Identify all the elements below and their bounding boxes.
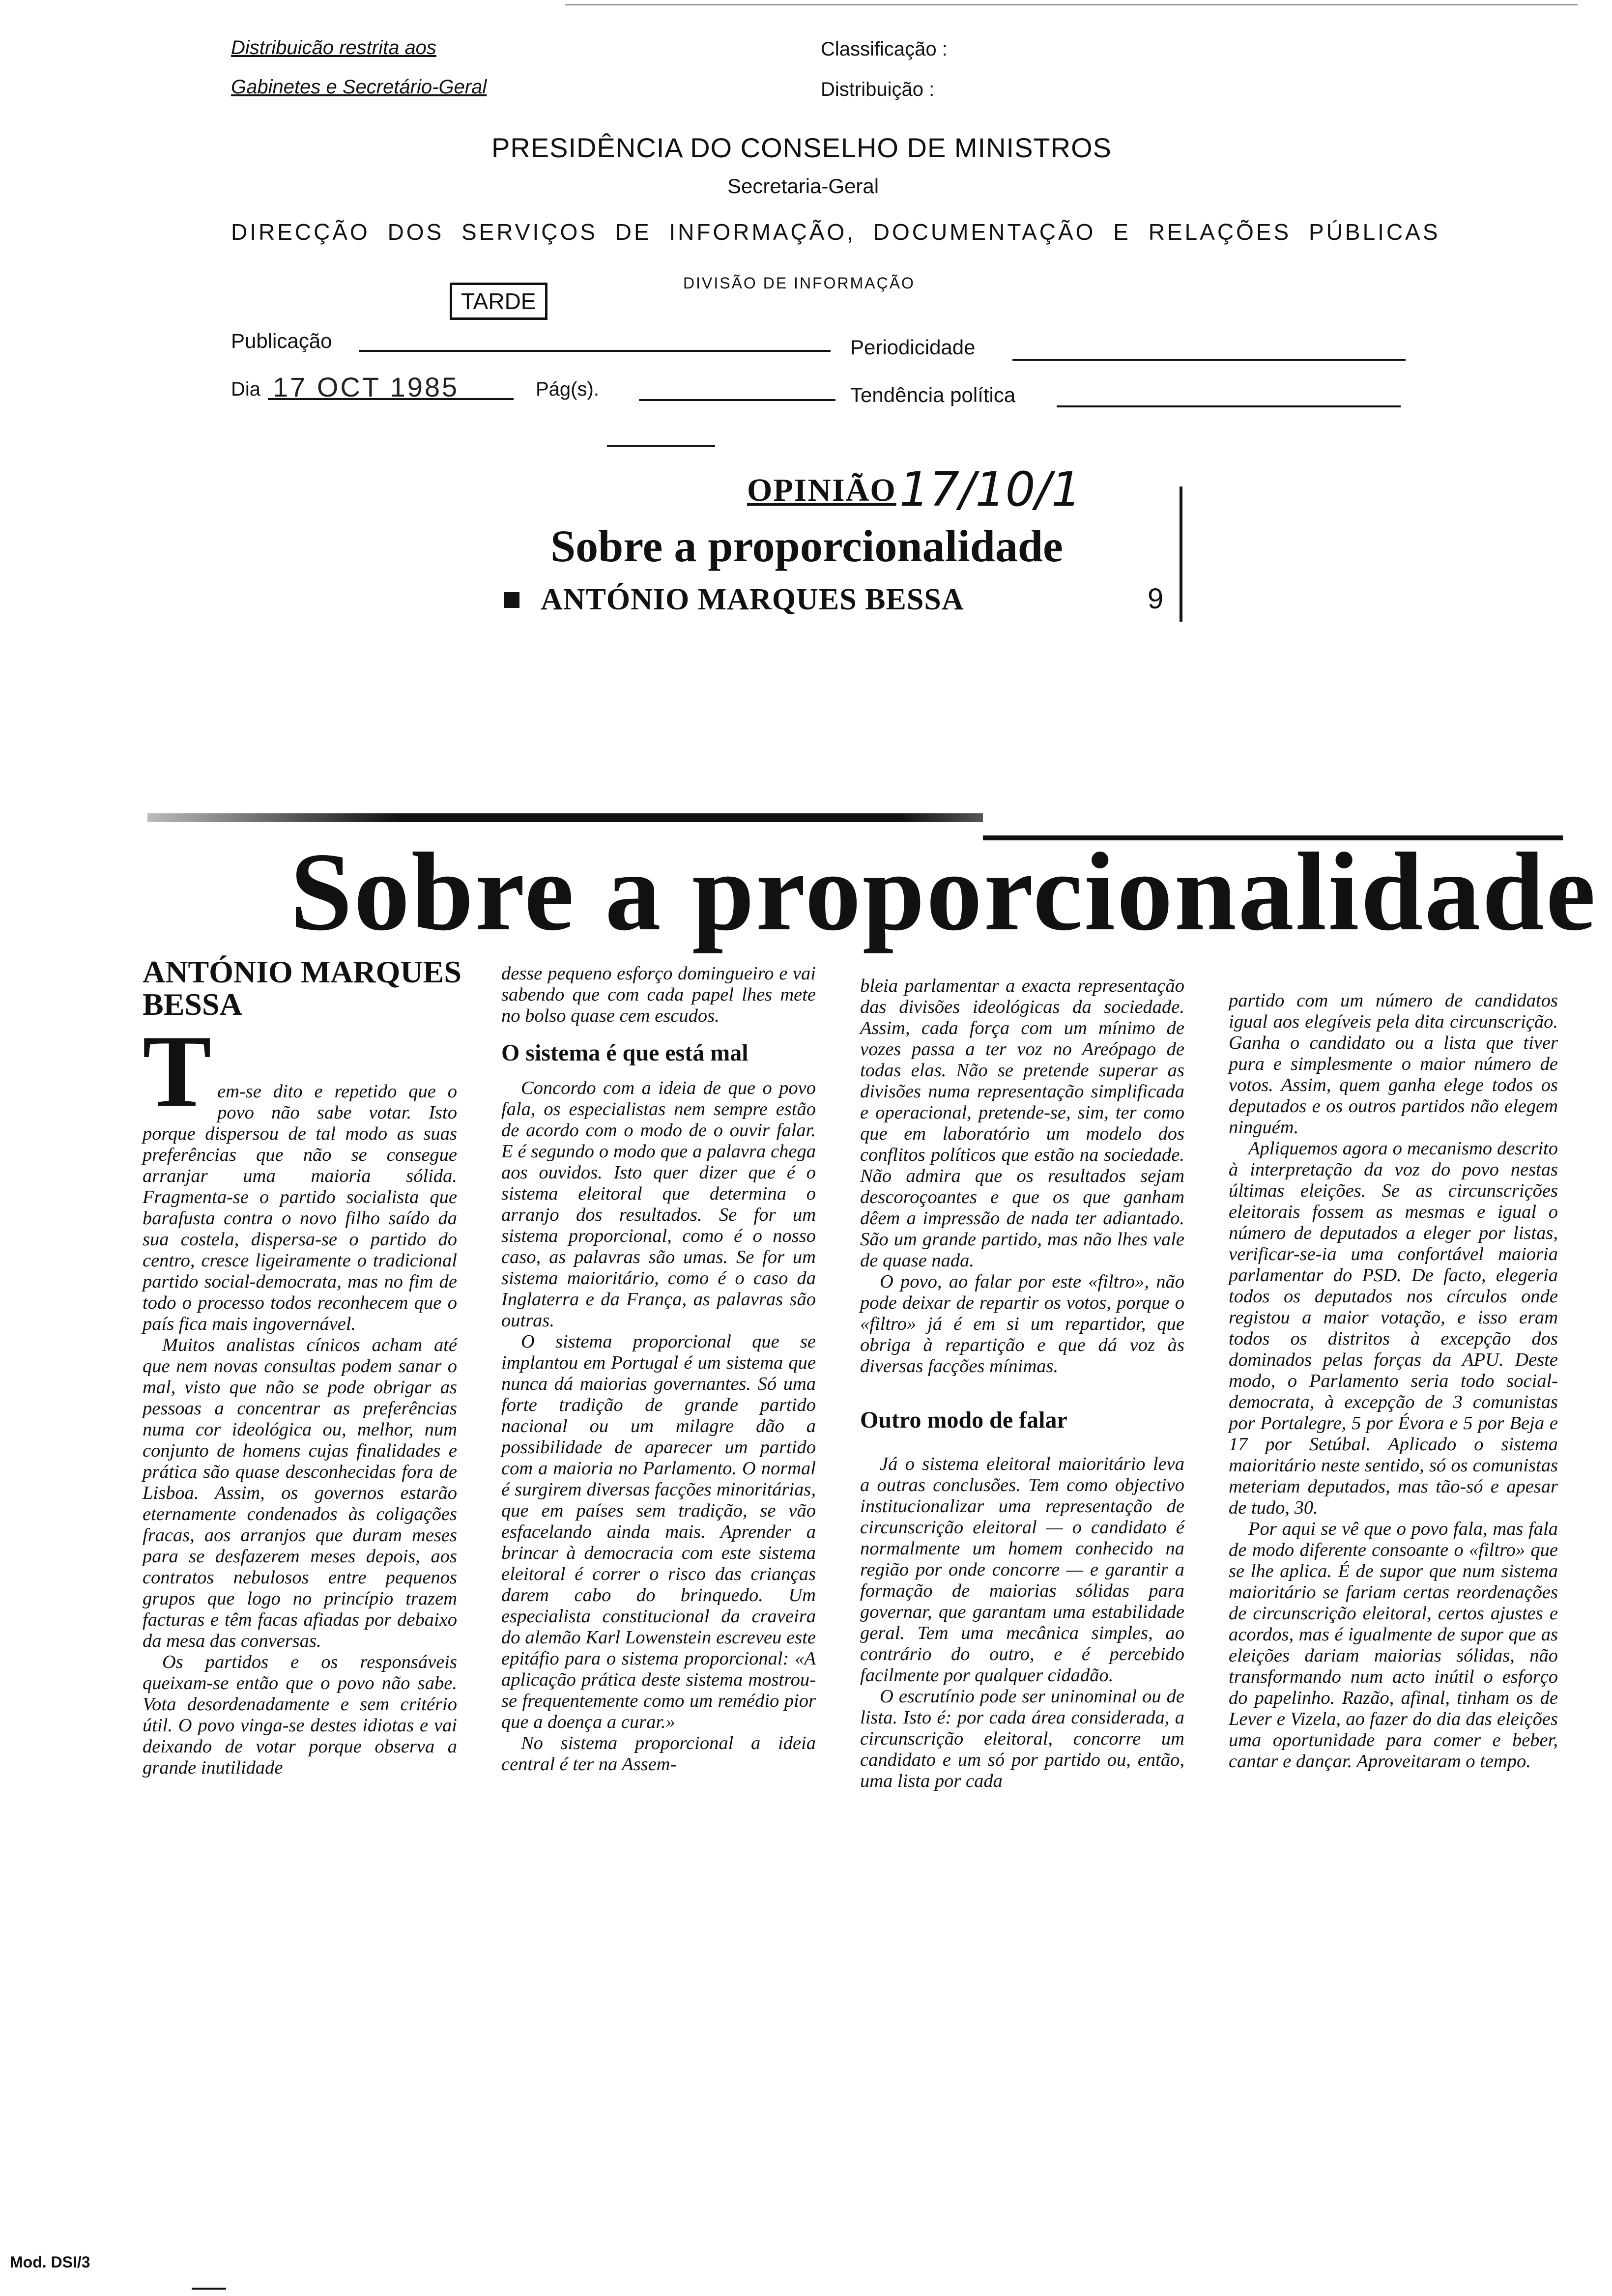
distribution-restriction-line2: Gabinetes e Secretário-Geral [231, 76, 487, 98]
col3-paragraph: bleia parlamentar a exacta representação das divisões ideológicas da sociedade. Assim, cada força com um mínimo de vozes passa a ter voz no Areópago de todas elas. Não se pretende superar as divisões numa representação simplificada e operacional, pretende-se, sim, ter como que em laboratório um modelo dos conflitos políticos que estão na sociedade. Não admira que os resultados sejam descoroçoantes e que os que ganham dêem a impressão de nada ter adiantado. São um grande partido, mas não lhes vale de quase nada. [860, 976, 1184, 1271]
summary-author: ANTÓNIO MARQUES BESSA [541, 583, 964, 616]
footer-mark [192, 2288, 226, 2290]
col2-paragraph: No sistema proporcional a ideia central é ter na Assem- [501, 1733, 816, 1775]
handwritten-date: 17/10/1 [899, 462, 1082, 517]
summary-page: 9 [1148, 583, 1164, 615]
pages-field-line [639, 399, 835, 401]
clipping-summary [491, 462, 1189, 624]
summary-title: Sobre a proporcionalidade [550, 521, 1063, 571]
dropcap: T [143, 1014, 212, 1128]
col4-paragraph: Por aqui se vê que o povo fala, mas fala de modo diferente consoante o «filtro» que se lhe aplica. É de supor que num sistema maioritário se fariam certas reordenações de circunscrição eleitoral, certos ajustes e acordos, mas é igualmente de supor que as eleições dariam maiorias sólidas, não transformando num acto inútil o esforço do papelinho. Razão, afinal, tinham os de Lever e Vizela, ao fazer do dia das eleições uma oportunidade para comer e beber, cantar e dançar. Aproveitaram o tempo. [1229, 1519, 1558, 1772]
article-author [143, 956, 496, 1021]
top-border-line [565, 4, 1578, 5]
subinstitution-title: Secretaria-Geral [727, 174, 879, 198]
header-separator [607, 445, 715, 447]
distribution-restriction-line1: Distribuicão restrita aos [231, 37, 436, 58]
article-column-3 [860, 976, 1184, 1792]
article-top-rule [147, 813, 983, 822]
tendency-field-line [1057, 405, 1401, 407]
col2-subheading: O sistema é que está mal [501, 1040, 748, 1066]
article-column-2 [501, 963, 816, 1775]
col1-paragraph: Os partidos e os responsáveis queixam-se então que o povo não sabe. Vota desordenadamente e sem critério útil. O povo vinga-se destes idiotas e vai deixando de votar porque observa a grande inutilidade [143, 1652, 457, 1778]
form-code: Mod. DSI/3 [10, 2253, 90, 2271]
col3-paragraph: Já o sistema eleitoral maioritário leva a outras conclusões. Tem como objectivo institucionalizar uma representação de circunscrição eleitoral — o candidato é normalmente um homem conhecido na região por onde concorre — e garantir a formação de maiorias sólidas para governar, que garantam uma estabilidade geral. Tem uma mecânica simples, ao contrário do outro, e é percebido facilmente por qualquer cidadão. [860, 1454, 1184, 1686]
date-value: 17 OCT 1985 [273, 372, 460, 402]
article-column-1 [143, 1014, 457, 1779]
publication-label: Publicação [231, 329, 332, 352]
periodicity-field-line [1012, 359, 1406, 361]
institution-title: PRESIDÊNCIA DO CONSELHO DE MINISTROS [491, 132, 1112, 163]
date-field-line [268, 398, 514, 400]
tendency-label: Tendência política [850, 383, 1016, 406]
col4-paragraph: Apliquemos agora o mecanismo descrito à interpretação da voz do povo nestas últimas eleições. Se as circunscrições eleitorais fossem as mesmas e igual o número de deputados a eleger por listas, verificar-se-ia uma confortável maioria parlamentar do PSD. De facto, elegeria todos os deputados nos círculos onde registou a maior votação, e isso eram todos os distritos à excepção dos dominados pelas forças da APU. Deste modo, o Parlamento seria todo social-democrata, à excepção de 3 comunistas por Portalegre, 5 por Évora e 5 por Beja e 17 por Setúbal. Aplicado o sistema maioritário neste sentido, só os comunistas meteriam deputados, mas tão-só e apesar de tudo, 30. [1229, 1138, 1558, 1518]
col2-intro-paragraph: desse pequeno esforço domingueiro e vai sabendo que com cada papel lhes mete no bolso quase cem escudos. [501, 963, 816, 1026]
summary-right-border [1180, 487, 1182, 622]
publication-field-line [359, 350, 831, 352]
col2-paragraph: Concordo com a ideia de que o povo fala, os especialistas nem sempre estão de acordo com o modo de o ouvir falar. E é segundo o modo que a palavra chega aos ouvidos. Isto quer dizer que é o sistema eleitoral que determina o arranjo dos resultados. Se for um sistema proporcional, como é o nosso caso, as palavras são umas. Se for um sistema maioritário, como é o caso da Inglaterra e da França, as palavras são outras. [501, 1078, 816, 1331]
col1-paragraph: Muitos analistas cínicos acham até que nem novas consultas podem sanar o mal, visto que não se pode obrigar as pessoas a concentrar as preferências numa cor ideológica ou, melhor, num conjunto de homens cujas finalidades e prática são quase desconhecidas fora de Lisboa. Assim, os governos estarão eternamente condenados às coligações fracas, aos arranjos que duram meses para se desfazerem meses depois, aos contratos nebulosos entre pequenos grupos que logo no princípio trazem facturas e têm facas afiadas por debaixo da mesa das conversas. [143, 1335, 457, 1651]
classification-label: Classificação : [821, 38, 948, 60]
department-title: DIRECÇÃO DOS SERVIÇOS DE INFORMAÇÃO, DOCUMENTAÇÃO E RELAÇÕES PÚBLICAS [231, 219, 1440, 245]
division-title: DIVISÃO DE INFORMAÇÃO [683, 274, 915, 292]
section-label: OPINIÃO [747, 472, 896, 508]
day-label: Dia [231, 378, 261, 400]
article-author-name: ANTÓNIO MARQUES BESSA [143, 954, 461, 1022]
col4-paragraph: partido com um número de candidatos igual aos elegíveis pela dita circunscrição. Ganha o candidato ou a lista que tiver pura e simplesmente o maior número de votos. Assim, quem ganha elege todos os deputados e os outros partidos não elegem ninguém. [1229, 990, 1558, 1138]
col2-paragraph: O sistema proporcional que se implantou em Portugal é um sistema que nunca dá maiorias governantes. Só uma forte tradição de grande partido nacional ou um milagre dão a possibilidade de aparecer um partido com a maioria no Parlamento. O normal é surgirem diversas facções minoritárias, que em países sem tradição, se vão esfacelando ainda mais. Aprender a brincar à democracia com este sistema eleitoral é correr o risco das crianças darem cabo do brinquedo. Um especialista constitucional da craveira do alemão Karl Lowenstein escreveu este epitáfio para o sistema proporcional: «A aplicação prática deste sistema mostrou-se frequentemente como um remédio pior que a doença a curar.» [501, 1331, 816, 1732]
col3-subheading: Outro modo de falar [860, 1407, 1067, 1433]
summary-bullet [504, 592, 519, 608]
col1-paragraph: em-se dito e repetido que o povo não sabe votar. Isto porque dispersou de tal modo as suas preferências que não se consegue arranjar uma maioria sólida. Fragmenta-se o partido socialista que barafusta contra o novo filho saído da sua costela, dispersa-se o partido do centro, cresce ligeiramente o tradicional partido social-democrata, mas no fim de todo o processo todos reconhecem que o país fica mais ingovernável. [143, 1081, 457, 1334]
col3-paragraph: O escrutínio pode ser uninominal ou de lista. Isto é: por cada área considerada, a circunscrição eleitoral, concorre um candidato e um só por partido ou, então, uma lista por cada [860, 1686, 1184, 1791]
distribution-label: Distribuição : [821, 79, 935, 100]
col3-paragraph: O povo, ao falar por este «filtro», não pode deixar de repartir os votos, porque o «filtro» já é em si um repartidor, que obriga à repartição e que dá voz às diversas facções mínimas. [860, 1271, 1184, 1377]
article-headline: Sobre a proporcionalidade [290, 830, 1597, 954]
newspaper-stamp: TARDE [450, 283, 547, 320]
pages-label: Pág(s). [536, 378, 599, 400]
article-column-4 [1229, 990, 1558, 1772]
periodicity-label: Periodicidade [850, 336, 976, 359]
